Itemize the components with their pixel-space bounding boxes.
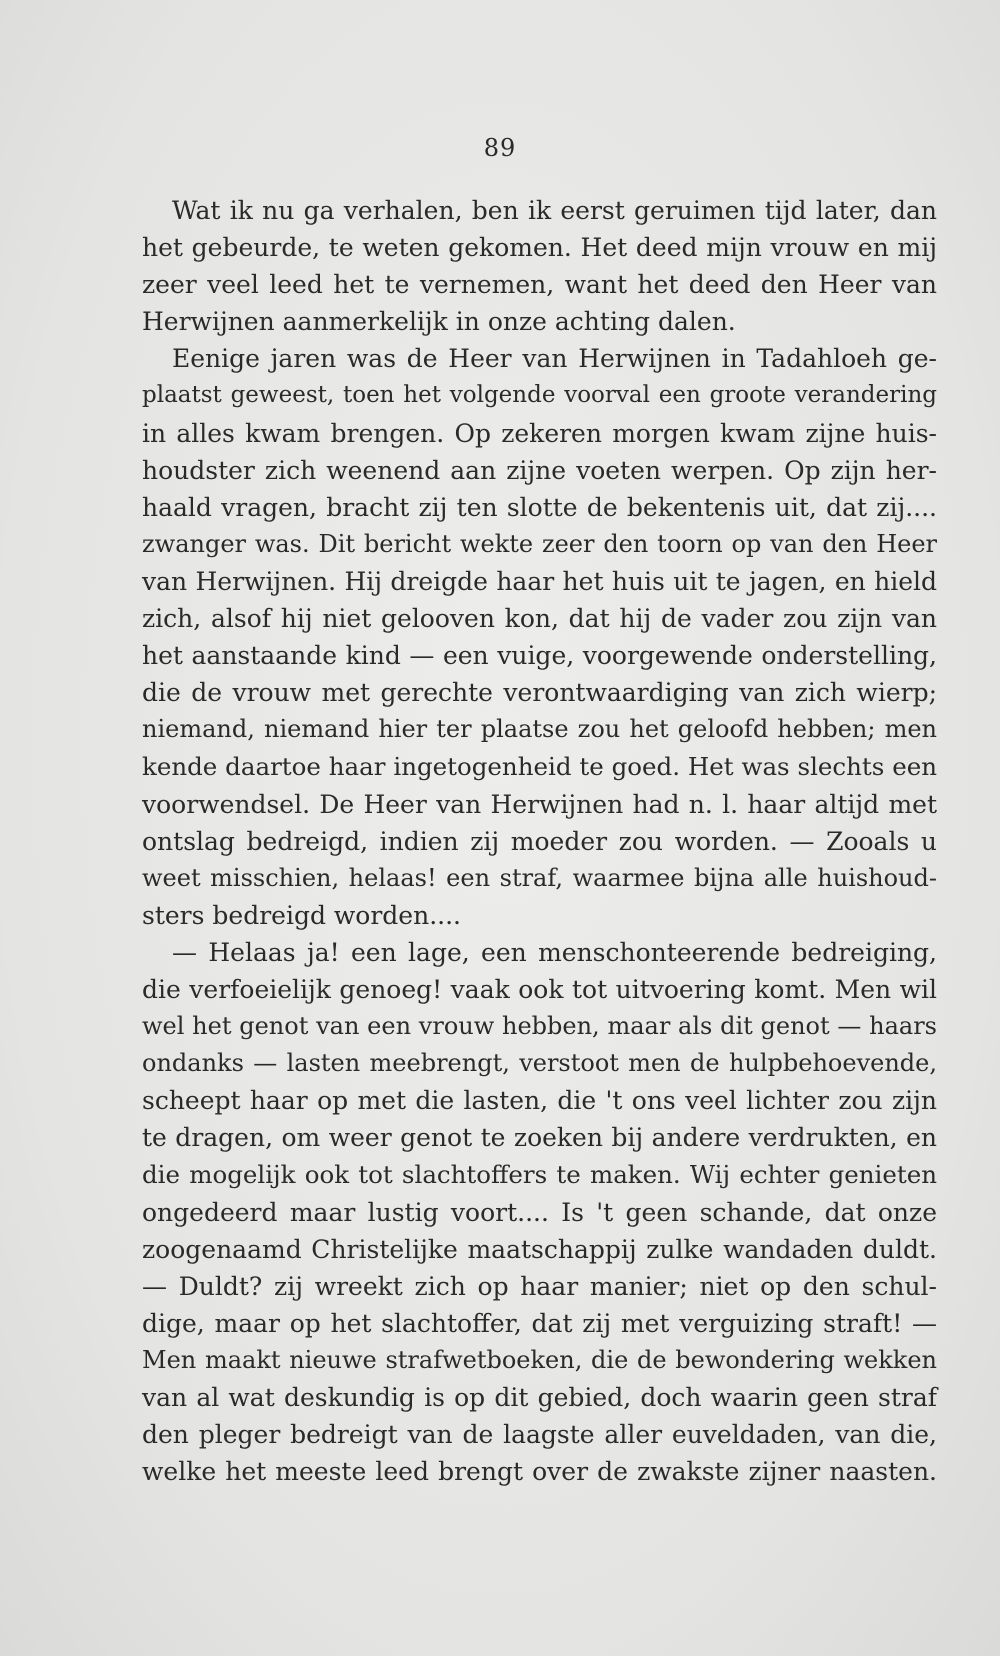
text-line: plaatst geweest, toen het volgende voorval een groote verandering [142, 382, 937, 409]
text-line: Wat ik nu ga verhalen, ben ik eerst geruimen tijd later, dan [172, 196, 937, 225]
text-line: te dragen, om weer genot te zoeken bij andere verdrukten, en [142, 1123, 937, 1153]
text-line: haald vragen, bracht zij ten slotte de bekentenis uit, dat zij.... [142, 492, 937, 522]
text-line: ontslag bedreigd, indien zij moeder zou worden. — Zooals u [142, 826, 937, 856]
text-line: het aanstaande kind — een vuige, voorgewende onderstelling, [142, 641, 937, 671]
text-line: houdster zich weenend aan zijne voeten werpen. Op zijn her- [142, 455, 937, 485]
text-line: ongedeerd maar lustig voort.... Is 't geen schande, dat onze [142, 1197, 937, 1227]
text-line: kende daartoe haar ingetogenheid te goed. Het was slechts een [142, 752, 937, 782]
text-line: — Duldt? zij wreekt zich op haar manier; niet op den schul- [142, 1271, 937, 1301]
text-line: die de vrouw met gerechte verontwaardiging van zich wierp; [142, 678, 937, 708]
body-text [142, 192, 937, 1490]
text-line: Herwijnen aanmerkelijk in onze achting dalen. [142, 307, 736, 337]
text-line: zeer veel leed het te vernemen, want het deed den Heer van [142, 270, 937, 300]
text-line: scheept haar op met die lasten, die 't ons veel lichter zou zijn [142, 1086, 937, 1116]
page-number: 89 [483, 134, 517, 162]
text-line: niemand, niemand hier ter plaatse zou het geloofd hebben; men [142, 715, 937, 744]
text-line: dige, maar op het slachtoffer, dat zij met verguizing straft! — [142, 1308, 937, 1338]
text-line: wel het genot van een vrouw hebben, maar als dit genot — haars [142, 1012, 937, 1041]
text-line: van Herwijnen. Hij dreigde haar het huis uit te jagen, en hield [142, 566, 937, 596]
text-line: die verfoeielijk genoeg! vaak ook tot uitvoering komt. Men wil [142, 974, 937, 1004]
text-line: ondanks — lasten meebrengt, verstoot men de hulpbehoevende, [142, 1049, 937, 1078]
text-line: — Helaas ja! een lage, een menschonteerende bedreiging, [172, 937, 937, 967]
text-line: Men maakt nieuwe strafwetboeken, die de bewondering wekken [142, 1345, 937, 1374]
text-line: die mogelijk ook tot slachtoffers te maken. Wij echter genieten [142, 1160, 937, 1190]
text-line: zoogenaamd Christelijke maatschappij zulke wandaden duldt. [142, 1234, 937, 1264]
text-line: welke het meeste leed brengt over de zwakste zijner naasten. [142, 1457, 937, 1487]
text-line: weet misschien, helaas! een straf, waarmee bijna alle huishoud- [142, 863, 937, 892]
text-line: in alles kwam brengen. Op zekeren morgen kwam zijne huis- [142, 418, 937, 448]
text-line: het gebeurde, te weten gekomen. Het deed mijn vrouw en mij [142, 233, 937, 263]
text-line: Eenige jaren was de Heer van Herwijnen in Tadahloeh ge- [172, 344, 937, 374]
text-line: sters bedreigd worden.... [142, 900, 461, 930]
text-line: den pleger bedreigt van de laagste aller euveldaden, van die, [142, 1420, 937, 1450]
text-line: voorwendsel. De Heer van Herwijnen had n. l. haar altijd met [142, 789, 937, 819]
text-line: zwanger was. Dit bericht wekte zeer den toorn op van den Heer [142, 529, 937, 558]
text-line: van al wat deskundig is op dit gebied, doch waarin geen straf [142, 1383, 937, 1412]
text-line: zich, alsof hij niet gelooven kon, dat hij de vader zou zijn van [142, 604, 937, 634]
